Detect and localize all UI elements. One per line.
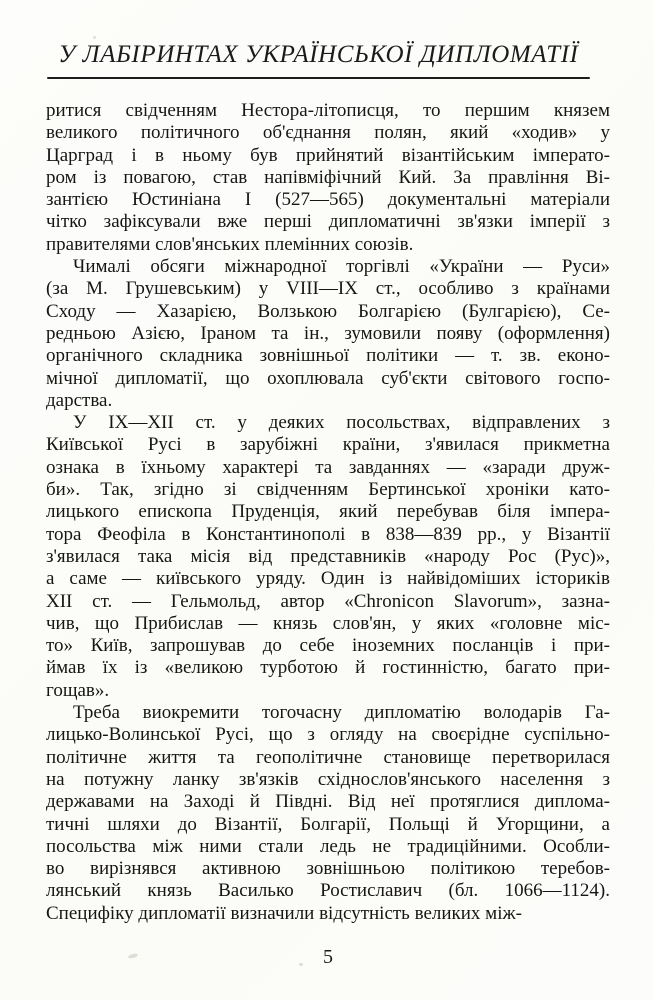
text-line: правителями слов'янських племінних союзів. (46, 233, 414, 255)
text-line: У IX—XII ст. у деяких посольствах, відправлених з (73, 412, 610, 434)
text-line: редньою Азією, Іраном та ін., зумовили появу (оформлення) (46, 322, 610, 344)
text-line: з'явилася така місія від представників «народу Рос (Рус)», (46, 545, 610, 567)
text-line: ром із повагою, став напівміфічний Кий. За правління Ві- (46, 166, 610, 188)
text-line: ймав їх із «великою турботою й гостинністю, багато при- (46, 657, 610, 679)
page-header-title: У ЛАБІРИНТАХ УКРАЇНСЬКОЇ ДИПЛОМАТІЇ (58, 41, 579, 68)
text-line: Специфіку дипломатії визначили відсутність великих між- (46, 902, 522, 924)
text-line: великого політичного об'єднання полян, який «ходив» у (46, 122, 610, 144)
text-line: органічного складника зовнішньої політики — т. зв. еконо- (46, 345, 610, 367)
text-line: (за М. Грушевським) у VIII—IX ст., особливо з країнами (46, 278, 610, 300)
text-line: ознака в їхньому характері та завданнях — «заради друж- (46, 456, 610, 478)
running-header (47, 41, 590, 69)
text-line: то» Київ, запрошував до себе іноземних посланців і при- (46, 635, 610, 657)
page-number: 5 (323, 946, 333, 968)
paragraph (46, 702, 610, 925)
paragraph (46, 412, 610, 702)
text-line: ритися свідченням Нестора-літописця, то першим князем (46, 100, 610, 121)
text-line: дарства. (46, 389, 113, 411)
text-line: XII ст. — Гельмольд, автор «Chronicon Slavorum», зазна- (46, 590, 610, 612)
paragraph (46, 256, 610, 412)
text-line: посольства між ними стали ледь не традиційними. Особли- (46, 835, 610, 857)
text-line: політичне життя та геополітичне становище перетворилася (46, 746, 610, 768)
text-line: во вирізнявся активною зовнішньою політикою теребов- (46, 858, 610, 880)
text-line: державами на Заході й Півдні. Від неї протяглися диплома- (46, 791, 610, 813)
text-line: мічної дипломатії, що охоплювала суб'єкти світового госпо- (46, 367, 610, 389)
text-line: Сходу — Хазарією, Волзькою Болгарією (Булгарією), Се- (46, 300, 610, 322)
text-line: Чималі обсяги міжнародної торгівлі «України — Руси» (73, 256, 610, 278)
scan-smudge (299, 963, 303, 966)
text-line: чітко зафіксували вже перші дипломатичні зв'язки імперії з (46, 211, 610, 233)
text-line: гощав». (46, 679, 110, 701)
text-line: тора Феофіла в Константинополі в 838—839 рр., у Візантії (46, 523, 610, 545)
text-line: Царград і в ньому був прийнятий візантійським імперато- (46, 144, 610, 166)
text-line: лицько-Волинської Русі, що з огляду на своєрідне суспільно- (46, 724, 610, 746)
text-line: зантією Юстиніана І (527—565) документальні матеріали (46, 189, 610, 211)
text-line: би». Так, згідно зі свідченням Бертинської хроніки като- (46, 479, 610, 501)
text-line: лицького епископа Пруденція, який перебував біля імпера- (46, 501, 610, 523)
text-line: на потужну ланку зв'язків східнослов'янського населення з (46, 768, 610, 790)
text-line: чив, що Прибислав — князь слов'ян, у яких «головне міс- (46, 612, 610, 634)
header-rule (47, 77, 590, 79)
paragraph (46, 100, 610, 256)
scan-smudge (93, 36, 96, 39)
text-line: а саме — київського уряду. Один із найвідоміших істориків (46, 568, 610, 590)
text-line: Треба виокремити тогочасну дипломатію володарів Га- (73, 702, 610, 724)
body-text (46, 100, 610, 925)
text-line: тичні шляхи до Візантії, Болгарії, Польщі й Угорщини, а (46, 813, 610, 835)
text-line: Київської Русі в зарубіжні країни, з'явилася прикметна (46, 434, 610, 456)
text-line: лянський князь Василько Ростиславич (бл. 1066—1124). (46, 880, 610, 902)
